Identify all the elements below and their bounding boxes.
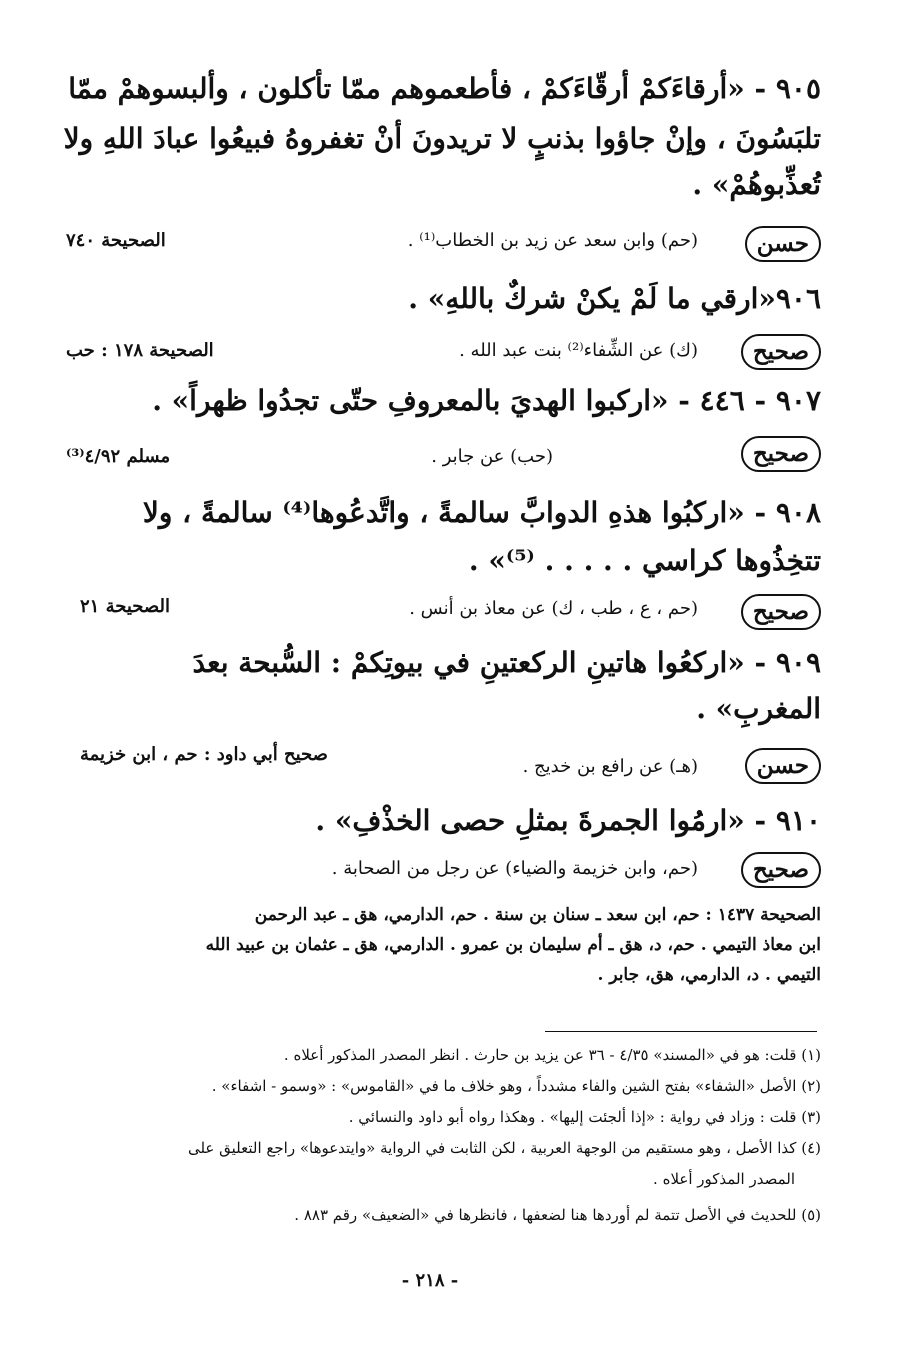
reference-905: الصحيحة ٧٤٠	[66, 230, 166, 251]
footnote-4: (٤) كذا الأصل ، وهو مستقيم من الوجهة العربية ، لكن الثابت في الرواية «وايتدعوها» راجع التعليق على	[187, 1139, 821, 1157]
hadith-905-line-2: تلبَسُونَ ، وإنْ جاؤوا بذنبٍ لا تريدونَ أنْ تغفروهُ فبيعُوا عبادَ اللهِ ولا	[63, 122, 821, 155]
source-906: (ك) عن الشِّفاء⁽²⁾ بنت عبد الله .	[459, 340, 698, 361]
footnote-5: (٥) للحديث في الأصل تتمة لم أوردها هنا لضعفها ، فانظرها في «الضعيف» رقم ٨٨٣ .	[294, 1206, 821, 1224]
source-910: (حم، وابن خزيمة والضياء) عن رجل من الصحابة .	[331, 858, 698, 879]
footnote-divider	[545, 1031, 817, 1032]
source-907: (حب) عن جابر .	[431, 446, 553, 467]
hadith-905-line-1: ٩٠٥ - «أرقاءَكمْ أرقّاءَكمْ ، فأطعموهم ممّا تأكلون ، وألبسوهمْ ممّا	[68, 72, 821, 105]
grade-badge-905: حسن	[745, 226, 821, 262]
source-909: (هـ) عن رافع بن خديج .	[522, 756, 698, 777]
hadith-910-line-1: ٩١٠ - «ارمُوا الجمرةَ بمثلِ حصى الخذْفِ» .	[315, 804, 821, 837]
hadith-908-line-1: ٩٠٨ - «اركبُوا هذهِ الدوابَّ سالمةً ، واتَّدعُوها⁽⁴⁾ سالمةً ، ولا	[142, 496, 821, 529]
source-908: (حم ، ع ، طب ، ك) عن معاذ بن أنس .	[409, 598, 698, 619]
grade-badge-910: صحيح	[741, 852, 821, 888]
footnote-2: (٢) الأصل «الشفاء» بفتح الشين والفاء مشدداً ، وهو خلاف ما في «القاموس» : «وسمو - اشفاء» .	[211, 1077, 821, 1095]
source-905: (حم) وابن سعد عن زيد بن الخطاب⁽¹⁾ .	[407, 230, 698, 251]
page-number: - ٢١٨ -	[401, 1270, 459, 1291]
hadith-906-line-1: ٩٠٦«ارقي ما لَمْ يكنْ شركٌ باللهِ» .	[408, 282, 821, 315]
footnote-1: (١) قلت: هو في «المسند» ٤/٣٥ - ٣٦ عن يزيد بن حارث . انظر المصدر المذكور أعلاه .	[283, 1046, 821, 1064]
reference-909: صحيح أبي داود : حم ، ابن خزيمة	[80, 744, 328, 765]
note-line-1: الصحيحة ١٤٣٧ : حم، ابن سعد ـ سنان بن سنة . حم، الدارمي، هق ـ عبد الرحمن	[254, 905, 821, 925]
footnote-4-continued: المصدر المذكور أعلاه .	[653, 1170, 795, 1188]
footnote-3: (٣) قلت : وزاد في رواية : «إذا ألجئت إليها» . وهكذا رواه أبو داود والنسائي .	[348, 1108, 821, 1126]
grade-badge-907: صحيح	[741, 436, 821, 472]
reference-908: الصحيحة ٢١	[80, 596, 171, 617]
references-note	[81, 900, 821, 990]
reference-906: الصحيحة ١٧٨ : حب	[66, 340, 214, 361]
hadith-905-line-3: تُعذِّبوهُمْ» .	[692, 168, 821, 201]
hadith-908-line-2: تتخِذُوها كراسي . . . . . ⁽⁵⁾» .	[468, 544, 821, 577]
grade-badge-909: حسن	[745, 748, 821, 784]
hadith-907-line-1: ٩٠٧ - ٤٤٦ - «اركبوا الهديَ بالمعروفِ حتّى تجدُوا ظهراً» .	[152, 384, 821, 417]
hadith-909-line-2: المغربِ» .	[696, 692, 821, 725]
note-line-3: التيمي . د، الدارمي، هق، جابر .	[597, 965, 821, 985]
grade-badge-908: صحيح	[741, 594, 821, 630]
hadith-909-line-1: ٩٠٩ - «اركعُوا هاتينِ الركعتينِ في بيوتِكمْ : السُّبحة بعدَ	[192, 646, 821, 679]
note-line-2: ابن معاذ التيمي . حم، د، هق ـ أم سليمان بن عمرو . الدارمي، هق ـ عثمان بن عبيد الله	[205, 935, 821, 955]
reference-907: مسلم ٤/٩٢⁽³⁾	[66, 446, 171, 467]
grade-badge-906: صحيح	[741, 334, 821, 370]
